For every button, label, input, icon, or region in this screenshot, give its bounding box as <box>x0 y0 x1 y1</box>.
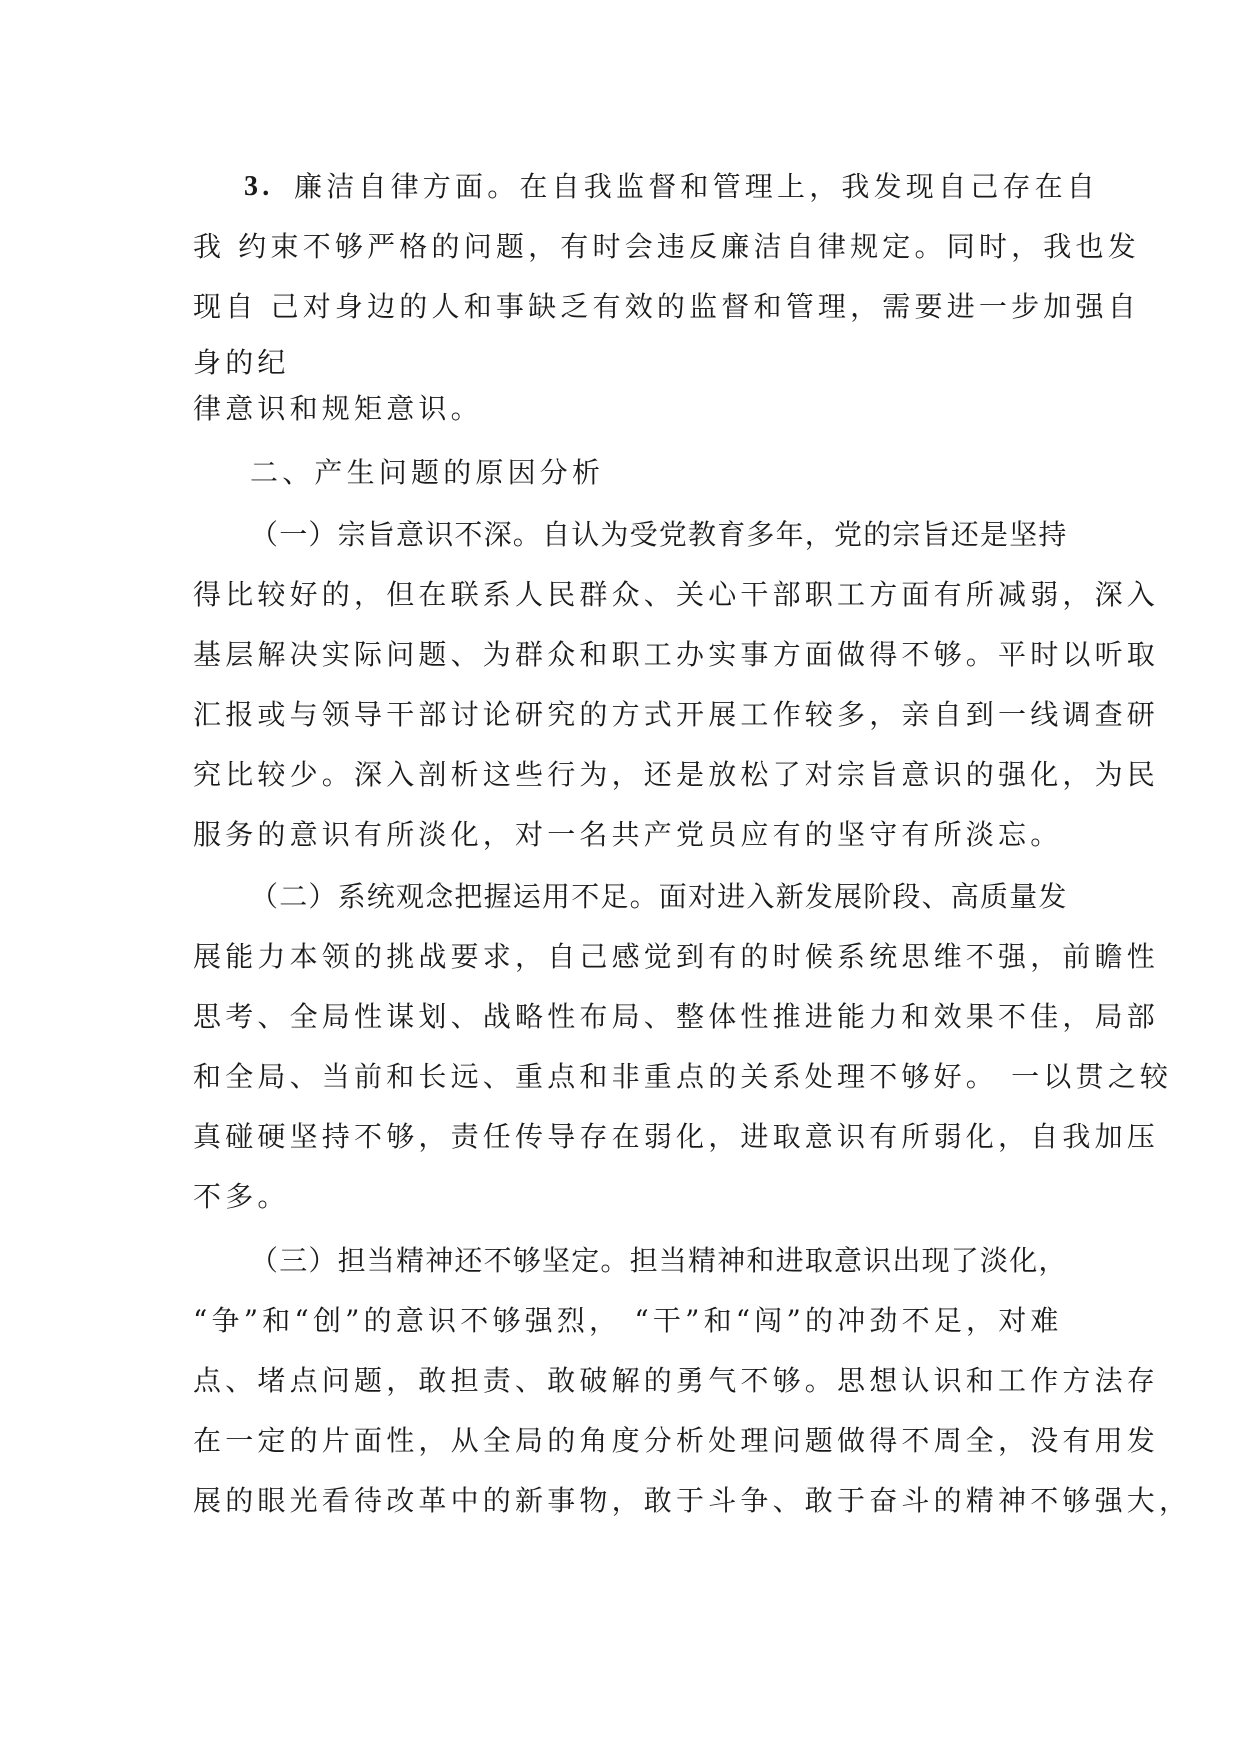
paragraph-line: （一）宗旨意识不深。自认为受党教育多年，党的宗旨还是坚持 <box>250 518 1068 551</box>
paragraph-line: 展的眼光看待改革中的新事物，敢于斗争、敢于奋斗的精神不够强大， <box>193 1484 1192 1517</box>
paragraph-line: 基层解决实际问题、为群众和职工办实事方面做得不够。平时以听取 <box>193 638 1160 671</box>
paragraph-line: 思考、全局性谋划、战略性布局、整体性推进能力和效果不佳，局部 <box>193 1000 1160 1033</box>
paragraph-line: 廉洁自律方面。在自我监督和管理上，我发现自己存在自 <box>294 170 1100 203</box>
paragraph-line: 不多。 <box>193 1180 290 1213</box>
paragraph-line: 真碰硬坚持不够，责任传导存在弱化，进取意识有所弱化，自我加压 <box>193 1120 1160 1153</box>
paragraph-line: （二）系统观念把握运用不足。面对进入新发展阶段、高质量发 <box>250 880 1068 913</box>
paragraph-line: 展能力本领的挑战要求，自己感觉到有的时候系统思维不强，前瞻性 <box>193 940 1160 973</box>
paragraph-line: 和全局、当前和长远、重点和非重点的关系处理不够好。 一以贯之较 <box>193 1060 1173 1093</box>
paragraph-line: 我 约束不够严格的问题，有时会违反廉洁自律规定。同时，我也发 <box>193 230 1140 263</box>
paragraph-line: “争”和“创”的意识不够强烈， “干”和“闯”的冲劲不足，对难 <box>193 1304 1063 1337</box>
paragraph-line: 点、堵点问题，敢担责、敢破解的勇气不够。思想认识和工作方法存 <box>193 1364 1160 1397</box>
paragraph-line: 服务的意识有所淡化，对一名共产党员应有的坚守有所淡忘。 <box>193 818 1063 851</box>
paragraph-line: 现自 己对身边的人和事缺乏有效的监督和管理，需要进一步加强自 <box>193 290 1140 323</box>
paragraph-line: 究比较少。深入剖析这些行为，还是放松了对宗旨意识的强化，为民 <box>193 758 1160 791</box>
section-heading: 二、产生问题的原因分析 <box>250 456 605 489</box>
paragraph-line: 在一定的片面性，从全局的角度分析处理问题做得不周全，没有用发 <box>193 1424 1160 1457</box>
paragraph-line: （三）担当精神还不够坚定。担当精神和进取意识出现了淡化， <box>250 1244 1068 1277</box>
paragraph-line: 汇报或与领导干部讨论研究的方式开展工作较多，亲自到一线调查研 <box>193 698 1160 731</box>
list-number: 3. <box>244 171 274 202</box>
paragraph-line: 得比较好的，但在联系人民群众、关心干部职工方面有所减弱，深入 <box>193 578 1160 611</box>
paragraph-line: 律意识和规矩意识。 <box>193 392 483 425</box>
paragraph-line: 身的纪 <box>193 346 290 379</box>
